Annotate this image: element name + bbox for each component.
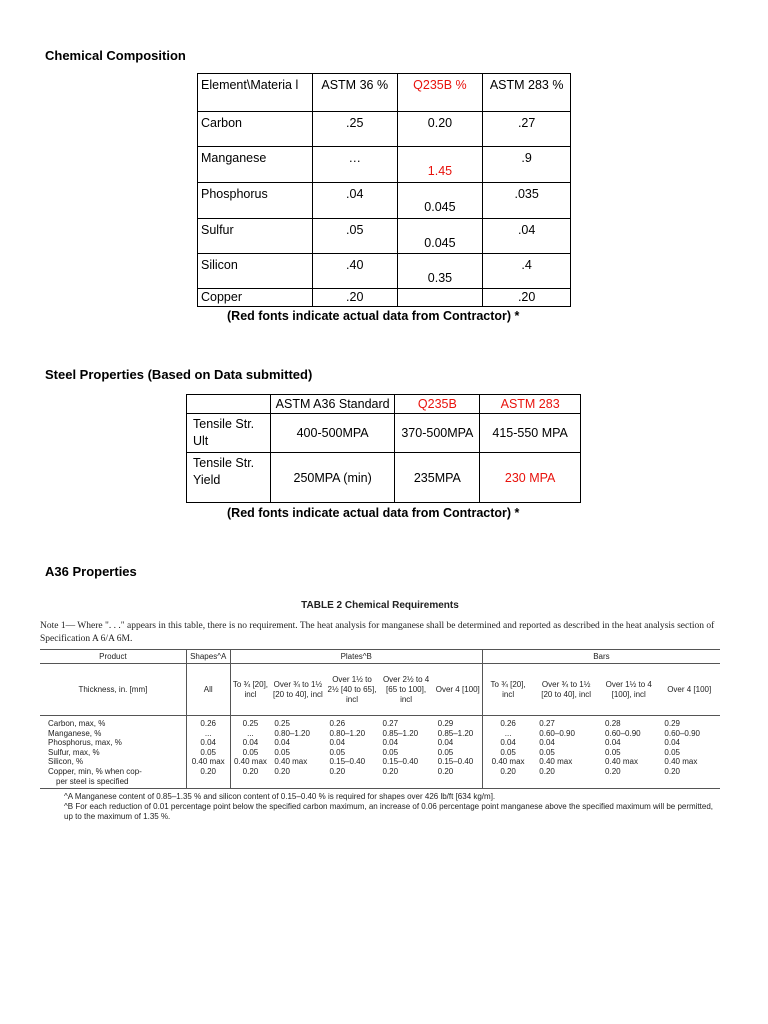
row-label: Silicon, % — [48, 757, 84, 767]
footnote-b: ^B For each reduction of 0.01 percentage point below the specified carbon maximum, an increase of 0.06 percentage point manganese above the specified maximum will be permitted, up to the maximum of 1.35 %. — [64, 802, 714, 822]
chemical-requirements-table — [40, 649, 720, 789]
table-row — [198, 112, 571, 147]
cell-value: 370-500MPA — [395, 414, 480, 453]
cell-value: .035 — [483, 183, 571, 219]
data-column — [230, 716, 270, 789]
header-astm36: ASTM 36 % — [312, 74, 397, 112]
header-astm-a36: ASTM A36 Standard — [270, 395, 395, 414]
cell-value: 0.05 — [605, 747, 621, 757]
cell-value: .04 — [483, 219, 571, 254]
sub-header: Over 4 [100] — [658, 664, 720, 716]
cell-value: 0.05 — [242, 747, 259, 757]
cell-value: 400-500MPA — [270, 414, 395, 453]
data-column — [270, 716, 325, 789]
sub-header: Over ¾ to 1½ [20 to 40], incl — [270, 664, 325, 716]
table-row — [198, 183, 571, 219]
cell-value: 0.40 max — [233, 757, 267, 767]
cell-value: 250MPA (min) — [270, 453, 395, 503]
row-label: Copper, min, % when cop- — [48, 766, 142, 776]
data-column — [599, 716, 658, 789]
cell-value: 0.05 — [539, 747, 555, 757]
cell-value: 0.05 — [200, 747, 216, 757]
cell-value: 1.45 — [397, 147, 483, 183]
sub-header: Over 2½ to 4 [65 to 100], incl — [379, 664, 434, 716]
table-note: Note 1— Where ". . ." appears in this table, there is no requirement. The heat analysis for manganese shall be determined and reported as described in the heat analysis section of Specification A 6/A 6M. — [40, 621, 715, 644]
cell-value: .27 — [483, 112, 571, 147]
cell-value: 0.60–0.90 — [605, 728, 641, 738]
cell-value: 0.04 — [382, 738, 399, 748]
cell-value: 0.20 — [200, 766, 216, 776]
table-row — [198, 254, 571, 289]
cell-value: 0.05 — [500, 747, 516, 757]
cell-value: 0.05 — [382, 747, 399, 757]
data-column — [379, 716, 434, 789]
header-astm283: ASTM 283 % — [483, 74, 571, 112]
cell-value: .04 — [312, 183, 397, 219]
cell-value: 0.60–0.90 — [664, 728, 700, 738]
cell-value: 0.26 — [329, 719, 346, 728]
plates-header: Plates^B — [230, 650, 482, 664]
steel-properties-table — [186, 394, 581, 503]
table-row — [198, 147, 571, 183]
cell-value: 0.04 — [539, 738, 555, 748]
cell-value: 0.80–1.20 — [329, 728, 366, 738]
header-q235b: Q235B % — [397, 74, 483, 112]
cell-value: … — [312, 147, 397, 183]
table-row — [198, 219, 571, 254]
cell-value: 0.20 — [397, 112, 483, 147]
cell-value: 0.04 — [200, 738, 216, 748]
table-row — [198, 289, 571, 307]
cell-value: ... — [247, 728, 254, 738]
cell-value: 0.20 — [539, 766, 555, 776]
table-header-row — [187, 395, 581, 414]
row-label: Silicon — [198, 254, 313, 289]
cell-value: 0.045 — [397, 183, 483, 219]
cell-value: 0.20 — [500, 766, 516, 776]
cell-value: 0.04 — [437, 738, 454, 748]
cell-value: 0.40 max — [491, 757, 525, 767]
cell-value: 0.20 — [605, 766, 621, 776]
table-header-row — [198, 74, 571, 112]
table-footnote: (Red fonts indicate actual data from Contractor) * — [227, 309, 520, 323]
cell-value: 0.20 — [382, 766, 399, 776]
sub-header: To ¾ [20], incl — [230, 664, 270, 716]
cell-value: 0.25 — [242, 719, 259, 728]
row-label: Sulfur — [198, 219, 313, 254]
cell-value: 0.25 — [274, 719, 290, 728]
product-header: Product — [40, 650, 186, 664]
cell-value: 230 MPA — [480, 453, 581, 503]
cell-value: 0.045 — [397, 219, 483, 254]
header-element: Element\Materia l — [198, 74, 313, 112]
astm-table-block — [40, 600, 720, 822]
chemical-composition-table — [197, 73, 571, 307]
cell-value: 0.20 — [274, 766, 290, 776]
steel-properties-heading: Steel Properties (Based on Data submitted) — [45, 367, 313, 382]
cell-value: 0.04 — [500, 738, 516, 748]
sub-header: Over ¾ to 1½ [20 to 40], incl — [533, 664, 599, 716]
cell-value: 0.28 — [605, 719, 621, 728]
cell-value: 0.40 max — [191, 757, 225, 767]
cell-value: 0.40 max — [274, 757, 308, 767]
data-column — [482, 716, 533, 789]
cell-value: 0.60–0.90 — [539, 728, 575, 738]
cell-value: 0.15–0.40 — [329, 757, 366, 767]
row-labels-cell — [40, 716, 186, 789]
cell-value: 0.20 — [437, 766, 454, 776]
a36-properties-heading: A36 Properties — [45, 564, 137, 579]
cell-value: .20 — [312, 289, 397, 307]
cell-value: 0.85–1.20 — [382, 728, 419, 738]
cell-value: 0.29 — [664, 719, 680, 728]
row-label: Phosphorus — [198, 183, 313, 219]
data-column — [434, 716, 483, 789]
cell-value: 0.04 — [329, 738, 346, 748]
cell-value: ... — [204, 728, 212, 738]
table-row — [187, 453, 581, 503]
cell-value: 0.26 — [500, 719, 516, 728]
cell-value: 0.04 — [664, 738, 680, 748]
data-column — [658, 716, 720, 789]
cell-value: 0.80–1.20 — [274, 728, 310, 738]
cell-value: 0.20 — [664, 766, 680, 776]
cell-value: 0.27 — [539, 719, 555, 728]
cell-value: .05 — [312, 219, 397, 254]
cell-value: 0.15–0.40 — [437, 757, 474, 767]
cell-value: 0.04 — [274, 738, 290, 748]
cell-value: 0.27 — [382, 719, 399, 728]
row-label: Tensile Str. Ult — [187, 414, 271, 453]
footnote-a: ^A Manganese content of 0.85–1.35 % and silicon content of 0.15–0.40 % is required for shapes over 426 lb/ft [634 kg/m]. — [64, 792, 496, 802]
cell-value: 0.20 — [329, 766, 346, 776]
header-q235b: Q235B — [395, 395, 480, 414]
cell-value: 0.40 max — [664, 757, 698, 767]
cell-value: .4 — [483, 254, 571, 289]
cell-value: 0.04 — [605, 738, 621, 748]
cell-value: 415-550 MPA — [480, 414, 581, 453]
cell-value: 0.04 — [242, 738, 259, 748]
row-label: Manganese, % — [48, 728, 102, 738]
cell-value: 0.26 — [200, 719, 216, 728]
row-label: Manganese — [198, 147, 313, 183]
cell-value: .25 — [312, 112, 397, 147]
bars-header: Bars — [482, 650, 720, 664]
cell-value: 0.85–1.20 — [437, 728, 474, 738]
row-label: Copper — [198, 289, 313, 307]
cell-value: .40 — [312, 254, 397, 289]
cell-value: 0.20 — [242, 766, 259, 776]
table-title: TABLE 2 Chemical Requirements — [301, 600, 459, 611]
row-label: Phosphorus, max, % — [48, 738, 122, 748]
cell-value: 0.05 — [329, 747, 346, 757]
thickness-label: Thickness, in. [mm] — [40, 664, 186, 716]
header-astm283: ASTM 283 — [480, 395, 581, 414]
table-footnote: (Red fonts indicate actual data from Contractor) * — [227, 506, 520, 520]
shapes-header: Shapes^A — [186, 650, 230, 664]
sub-header: To ¾ [20], incl — [482, 664, 533, 716]
cell-value: 0.35 — [397, 254, 483, 289]
cell-value: 235MPA — [395, 453, 480, 503]
sub-header: All — [186, 664, 230, 716]
cell-value: 0.40 max — [539, 757, 573, 767]
cell-value — [397, 289, 483, 307]
sub-header: Over 4 [100] — [434, 664, 483, 716]
row-label: Carbon, max, % — [48, 719, 106, 728]
data-column — [325, 716, 378, 789]
cell-value: .20 — [483, 289, 571, 307]
row-label: Carbon — [198, 112, 313, 147]
row-label: Tensile Str. Yield — [187, 453, 271, 503]
chemical-composition-heading: Chemical Composition — [45, 48, 186, 63]
cell-value: 0.15–0.40 — [382, 757, 419, 767]
cell-value: 0.05 — [664, 747, 680, 757]
data-column — [186, 716, 230, 789]
cell-value: 0.40 max — [605, 757, 638, 767]
header-blank — [187, 395, 271, 414]
data-column — [533, 716, 599, 789]
cell-value: 0.29 — [437, 719, 454, 728]
sub-header: Over 1½ to 2½ [40 to 65], incl — [325, 664, 378, 716]
sub-header: Over 1½ to 4 [100], incl — [599, 664, 658, 716]
row-label: per steel is specified — [56, 776, 129, 786]
cell-value: 0.05 — [437, 747, 454, 757]
row-label: Sulfur, max, % — [48, 747, 100, 757]
cell-value: 0.05 — [274, 747, 290, 757]
cell-value: ... — [504, 728, 512, 738]
table-row — [187, 414, 581, 453]
cell-value: .9 — [483, 147, 571, 183]
